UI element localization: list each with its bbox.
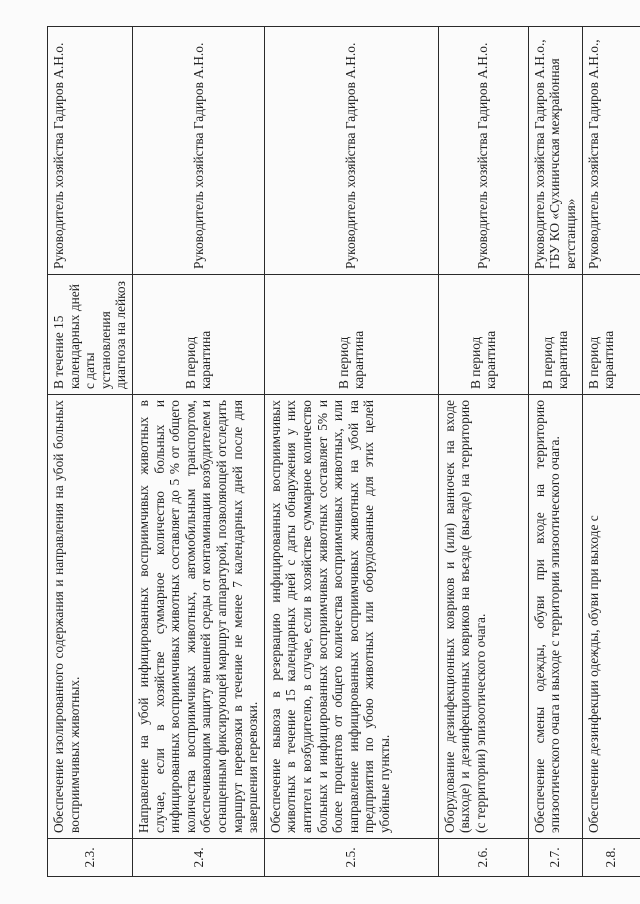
measure-term: В период карантина (582, 275, 640, 395)
row-number: 2.7. (528, 839, 582, 877)
table-row (48, 27, 133, 877)
responsible-party: Руководитель хозяйства Гадиров А.Н.о. (48, 27, 133, 275)
measure-term: В течение 15 календарных дней с даты установления диагноза на лейкоз (48, 275, 133, 395)
measure-description: Обеспечение дезинфекции одежды, обуви при выходе с (582, 395, 640, 839)
measure-term: В период карантина (528, 275, 582, 395)
row-number: 2.3. (48, 839, 133, 877)
measure-term: В период карантина (132, 275, 264, 395)
measure-term: В период карантина (264, 275, 438, 395)
measure-term: В период карантина (438, 275, 528, 395)
table-row (264, 27, 438, 877)
measure-description: Обеспечение изолированного содержания и направления на убой больных восприимчивых животных. (48, 395, 133, 839)
measure-description: Направление на убой инфицированных восприимчивых животных в случае, если в хозяйстве суммарное количество больных и инфицированных восприимчивых животных составляет до 5 % от общего количества восприимчивых животных, автомобильным транспортом, обеспечивающим защиту внешней среды от контаминации возбудителем и оснащенным фиксирующей маршрут аппаратурой, позволяющей отследить маршрут перевозки в течение не менее 7 календарных дней после дня завершения перевозки. (132, 395, 264, 839)
table-row (528, 27, 582, 877)
row-number: 2.8. (582, 839, 640, 877)
row-number: 2.4. (132, 839, 264, 877)
table-row (582, 27, 640, 877)
responsible-party: Руководитель хозяйства Гадиров А.Н.о. (132, 27, 264, 275)
measure-description: Оборудование дезинфекционных ковриков и (или) ванночек на входе (выходе) и дезинфекционных ковриков на въезде (выезде) на территорию (с территории) эпизоотического очага. (438, 395, 528, 839)
measures-table (47, 26, 640, 877)
responsible-party: Руководитель хозяйства Гадиров А.Н.о. (264, 27, 438, 275)
measure-description: Обеспечение вывоза в резервацию инфицированных восприимчивых животных в течение 15 календарных дней с даты обнаружения у них антител к возбудителю, в случае, если в хозяйстве суммарное количество больных и инфицированных восприимчивых животных составляет 5% и более процентов от общего количества восприимчивых животных, или направление инфицированных восприимчивых животных на убой на предприятия по убою животных или оборудованные для этих целей убойные пункты. (264, 395, 438, 839)
responsible-party: Руководитель хозяйства Гадиров А.Н.о., (582, 27, 640, 275)
responsible-party: Руководитель хозяйства Гадиров А.Н.о., ГБУ КО «Сухиничская межрайонная ветстанция» (528, 27, 582, 275)
row-number: 2.5. (264, 839, 438, 877)
measure-description: Обеспечение смены одежды, обуви при входе на территорию эпизоотического очага и выходе с территории эпизоотического очага. (528, 395, 582, 839)
responsible-party: Руководитель хозяйства Гадиров А.Н.о. (438, 27, 528, 275)
table-row (438, 27, 528, 877)
row-number: 2.6. (438, 839, 528, 877)
rotated-scan (47, 27, 619, 877)
table-row (132, 27, 264, 877)
